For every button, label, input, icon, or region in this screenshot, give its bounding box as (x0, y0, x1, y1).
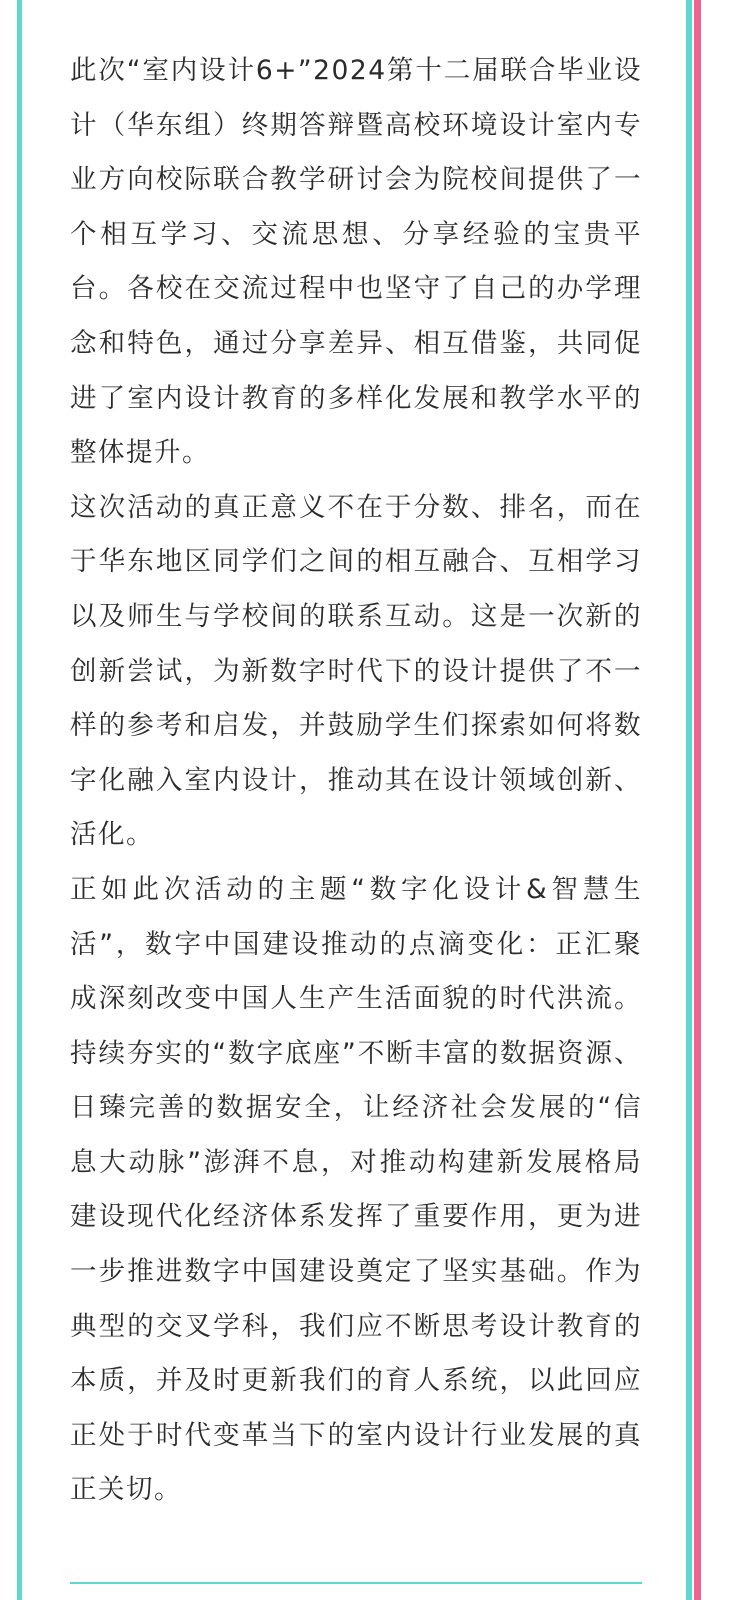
left-border-line (17, 0, 22, 1600)
paragraph-1: 此次“室内设计6+”2024第十二届联合毕业设计（华东组）终期答辩暨高校环境设计室内专业方向校际联合教学研讨会为院校间提供了一个相互学习、交流思想、分享经验的宝贵平台。各校在交流过程中也坚守了自己的办学理念和特色，通过分享差异、相互借鉴，共同促进了室内设计教育的多样化发展和教学水平的整体提升。 (70, 55, 642, 469)
paragraph-2: 这次活动的真正意义不在于分数、排名，而在于华东地区同学们之间的相互融合、互相学习以及师生与学校间的联系互动。这是一次新的创新尝试，为新数字时代下的设计提供了不一样的参考和启发，并鼓励学生们探索如何将数字化融入室内设计，推动其在设计领域创新、活化。 (70, 491, 642, 851)
right-border-pink-line (694, 0, 701, 1600)
right-border-teal-line (686, 0, 692, 1600)
paragraph-3: 正如此次活动的主题“数字化设计&智慧生活”，数字中国建设推动的点滴变化：正汇聚成深刻改变中国人生产生活面貌的时代洪流。持续夯实的“数字底座”不断丰富的数据资源、日臻完善的数据安全，让经济社会发展的“信息大动脉”澎湃不息，对推动构建新发展格局建设现代化经济体系发挥了重要作用，更为进一步推进数字中国建设奠定了坚实基础。作为典型的交叉学科，我们应不断思考设计教育的本质，并及时更新我们的育人系统，以此回应正处于时代变革当下的室内设计行业发展的真正关切。 (70, 873, 642, 1506)
bottom-divider (70, 1582, 642, 1584)
article-body (70, 44, 642, 1518)
